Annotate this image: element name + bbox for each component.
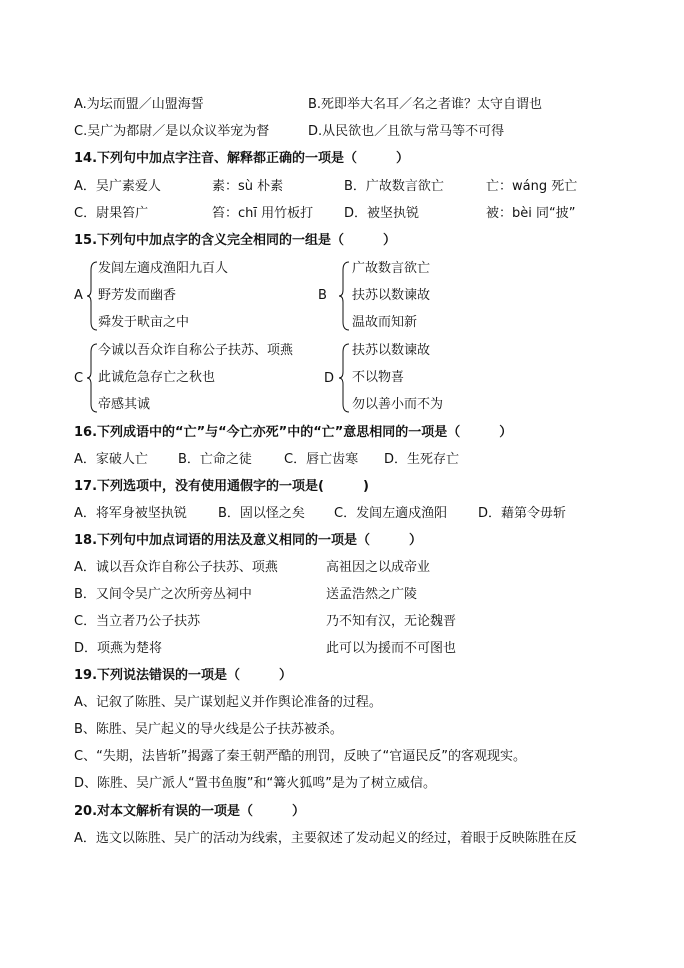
- q18-row-c-left: C．当立者乃公子扶苏: [74, 614, 201, 629]
- q17-stem: 17.下列选项中，没有使用通假字的一项是( ): [74, 479, 369, 494]
- q17-option-c: C．发闾左適戍渔阳: [334, 506, 448, 521]
- q19-option-a: A、记叙了陈胜、吴广谋划起义并作舆论准备的过程。: [74, 695, 382, 710]
- q15-a-line-1: 发闾左適戍渔阳九百人: [98, 261, 229, 276]
- q14-option-d-note: 被：bèi 同“披”: [486, 206, 576, 221]
- q15-d-line-1: 扶苏以数谏故: [352, 343, 431, 358]
- q13-option-d: D.从民欲也／且欲与常马等不可得: [308, 124, 505, 139]
- q19-option-c: C、“失期，法皆斩”揭露了秦王朝严酷的刑罚，反映了“官逼民反”的客观现实。: [74, 749, 527, 764]
- q19-stem: 19.下列说法错误的一项是（ ）: [74, 668, 293, 683]
- q15-c-line-1: 今诚以吾众诈自称公子扶苏、项燕: [98, 343, 294, 358]
- q14-option-c: C．尉果笞广: [74, 206, 149, 221]
- q15-b-line-1: 广故数言欲亡: [352, 261, 431, 276]
- q18-row-a-left: A．诚以吾众诈自称公子扶苏、项燕: [74, 560, 278, 575]
- q18-stem: 18.下列句中加点词语的用法及意义相同的一项是（ ）: [74, 533, 423, 548]
- q17-option-d: D．藉第令毋斩: [478, 506, 567, 521]
- q15-group-b-label: B: [318, 288, 327, 303]
- q18-row-d-right: 此可以为援而不可图也: [326, 641, 457, 656]
- q15-d-line-2: 不以物喜: [352, 370, 405, 385]
- q17-option-a: A．将军身被坚执锐: [74, 506, 187, 521]
- q18-row-d-left: D．项燕为楚将: [74, 641, 163, 656]
- q14-option-a-note: 素：sù 朴素: [212, 179, 284, 194]
- q13-option-c: C.吴广为都尉／是以众议举宠为督: [74, 124, 270, 139]
- q18-row-a-right: 高祖因之以成帝业: [326, 560, 431, 575]
- q15-a-line-2: 野芳发而幽香: [98, 288, 177, 303]
- q14-option-b: B．广故数言欲亡: [344, 179, 444, 194]
- q14-option-d: D．被坚执锐: [344, 206, 420, 221]
- brace-icon: [338, 260, 350, 332]
- q15-group-c-label: C: [74, 371, 84, 386]
- brace-icon: [86, 342, 98, 414]
- q16-option-b: B．亡命之徒: [178, 452, 252, 467]
- q13-option-b: B.死即举大名耳／名之者谁？太守自谓也: [308, 97, 543, 112]
- q14-stem: 14.下列句中加点字注音、解释都正确的一项是（ ）: [74, 151, 410, 166]
- q17-option-b: B．固以怪之矣: [218, 506, 305, 521]
- q16-option-a: A．家破人亡: [74, 452, 148, 467]
- q15-b-line-3: 温故而知新: [352, 315, 418, 330]
- q14-option-c-note: 笞：chī 用竹板打: [212, 206, 314, 221]
- q15-group-d-label: D: [324, 371, 335, 386]
- q16-option-c: C．唇亡齿寒: [284, 452, 359, 467]
- q14-option-b-note: 亡：wáng 死亡: [486, 179, 578, 194]
- q18-row-c-right: 乃不知有汉，无论魏晋: [326, 614, 457, 629]
- q15-stem: 15.下列句中加点字的含义完全相同的一组是（ ）: [74, 233, 397, 248]
- q20-option-a: A．选文以陈胜、吴广的活动为线索，主要叙述了发动起义的经过，着眼于反映陈胜在反: [74, 831, 577, 846]
- q15-c-line-3: 帝感其诚: [98, 397, 151, 412]
- brace-icon: [86, 260, 98, 332]
- q19-option-b: B、陈胜、吴广起义的导火线是公子扶苏被杀。: [74, 722, 343, 737]
- q16-stem: 16.下列成语中的“亡”与“今亡亦死”中的“亡”意思相同的一项是（ ）: [74, 425, 513, 440]
- q15-b-line-2: 扶苏以数谏故: [352, 288, 431, 303]
- q14-option-a: A．吴广素爱人: [74, 179, 161, 194]
- q15-group-a-label: A: [74, 288, 83, 303]
- q15-c-line-2: 此诚危急存亡之秋也: [98, 370, 216, 385]
- q16-option-d: D．生死存亡: [384, 452, 460, 467]
- q13-option-a: A.为坛而盟／山盟海誓: [74, 97, 204, 112]
- brace-icon: [338, 342, 350, 414]
- q15-a-line-3: 舜发于畎亩之中: [98, 315, 190, 330]
- q15-d-line-3: 勿以善小而不为: [352, 397, 444, 412]
- q18-row-b-right: 送孟浩然之广陵: [326, 587, 418, 602]
- q18-row-b-left: B．又间令吴广之次所旁丛祠中: [74, 587, 252, 602]
- q19-option-d: D、陈胜、吴广派人“置书鱼腹”和“篝火狐鸣”是为了树立威信。: [74, 776, 436, 791]
- q20-stem: 20.对本文解析有误的一项是（ ）: [74, 804, 306, 819]
